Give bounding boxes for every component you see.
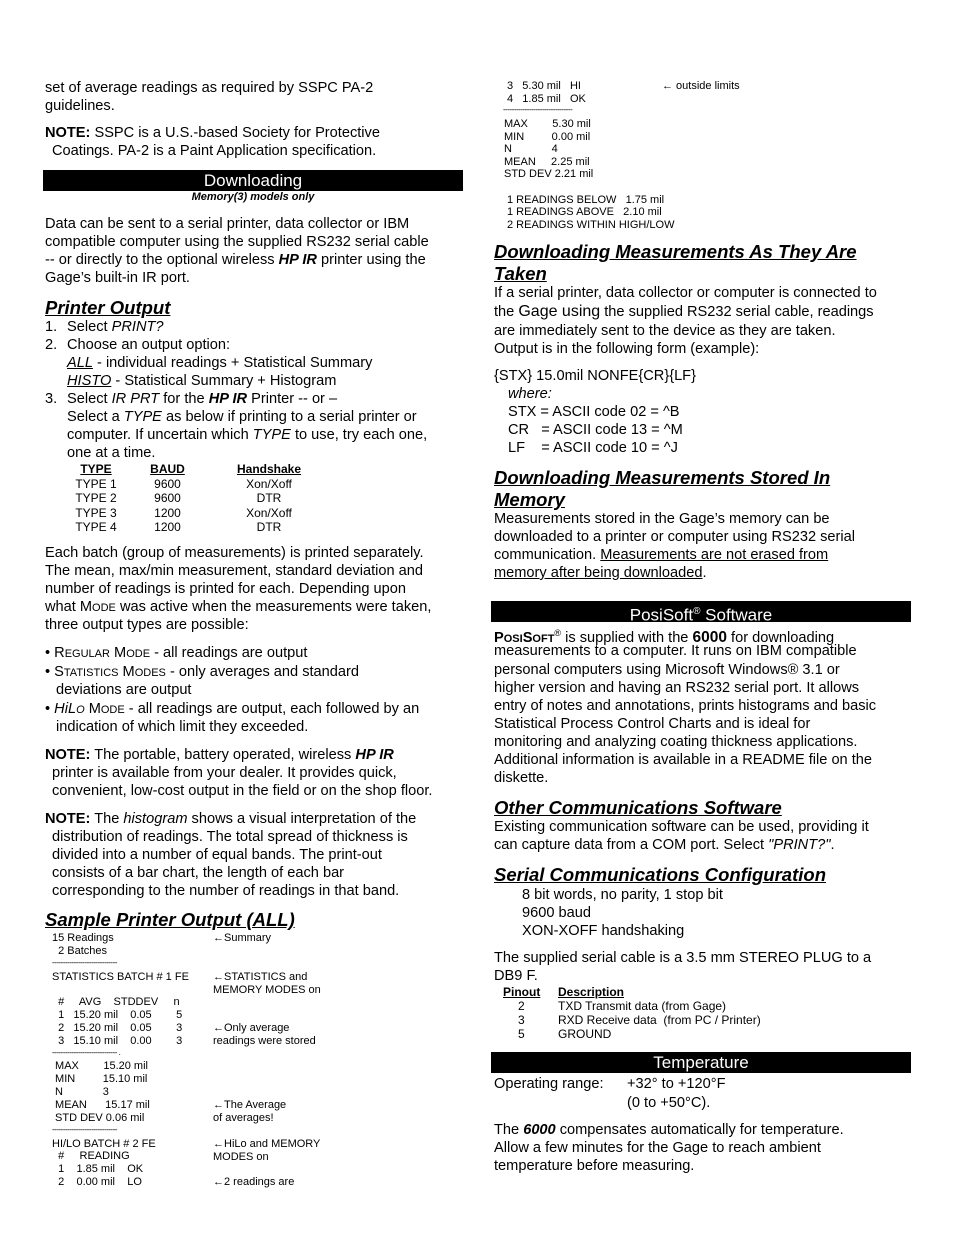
other-line-1: Existing communication software can be used, providing it [494,819,869,835]
sample-printout: 15 Readings ←Summary 2 Batches ------------------------------ STATISTICS BATCH # 1 FE ←STATISTICS and MEMORY MODES on # AVG STDDEV n 1 15.20 mil 0.05 5 2 15.20 mil 0.05 3 ←Only average 3 15.10 mil 0.00 3 readings were stored ------------------------------ . MAX 15.20 mil MIN 15.10 mil N 3 MEAN 15.17 mil ←The Average STD DEV 0.06 mil of averages! ------------------------------ HI/LO BATCH # 2 FE ←HiLo and MEMORY MODES on # READING 1 1.85 mil OK 2 0.00 mil LO ←2 readings are [52,932,321,1188]
temp-para-line-1: The 6000 compensates automatically for temperature. [494,1122,844,1138]
as-taken-line-4: Output is in the following form (example): [494,341,760,357]
note-hp-ir-line-3: convenient, low-cost output in the field or on the shop floor. [52,783,433,799]
pinout-header: Pinout [503,985,541,999]
printer-output-heading: Printer Output [45,297,171,318]
stx-format: {STX} 15.0mil NONFE{CR}{LF} [494,368,696,384]
option-all: ALL - individual readings + Statistical Summary [67,355,373,371]
note-histogram-line-3: divided into a number of equal bands. The print-out [52,847,382,863]
sample-printer-output-heading: Sample Printer Output (ALL) [45,909,295,930]
operating-range-f: +32° to +120°F [627,1076,726,1092]
note-sspc-line-2: Coatings. PA-2 is a Paint Application specification. [52,143,377,159]
downloading-stored-heading: Downloading Measurements Stored In [494,467,831,488]
serial-config-line-2: 9600 baud [522,905,591,921]
downloading-section-bar: Downloading [43,170,463,191]
note-histogram-line-4: consists of a bar chart, the length of each bar [52,865,345,881]
note-histogram: NOTE: The histogram shows a visual interpretation of the [45,811,417,827]
table-row: TYPE 4 1200 DTR [75,520,282,534]
step-3-text: Select IR PRT for the HP IR Printer -- or – [67,391,338,407]
step-3-num: 3. [45,391,58,407]
download-para-line-1: Data can be sent to a serial printer, data collector or IBM [45,216,410,232]
stored-line-2: downloaded to a printer or computer using RS232 serial [494,529,855,545]
downloading-as-taken-heading-line-2: Taken [494,263,547,284]
intro-line-1: set of average readings as required by SSPC PA-2 [45,80,374,96]
option-histo: HISTO - Statistical Summary + Histogram [67,373,337,389]
note-hp-ir-line-2: printer is available from your dealer. It provides quick, [52,765,397,781]
col-type-header: TYPE [80,462,112,476]
table-row: TYPE 2 9600 DTR [75,491,282,505]
col-handshake-header: Handshake [236,462,302,476]
note-histogram-line-5: corresponding to the number of readings in that band. [52,883,400,899]
operating-range-c: (0 to +50°C). [627,1095,711,1111]
posisoft-line-4: higher version and having an RS232 serial port. It allows [494,680,860,696]
stx-code: STX = ASCII code 02 = ^B [508,404,680,420]
batch-para-line-5: three output types are possible: [45,617,249,633]
bullet-statistics-modes: • STATISTICS MODES - only averages and standard [45,664,359,680]
pin-5-desc: GROUND [558,1027,612,1041]
bullet-hilo-line-2: indication of which limit they exceeded. [56,719,309,735]
bullet-hilo-mode: • HiLO MODE - all readings are output, each followed by an [45,701,420,717]
stored-line-3: communication. Measurements are not erased from [494,547,829,563]
batch-para-line-4: what MODE was active when the measurements were taken, [45,599,432,615]
other-line-2: can capture data from a COM port. Select "PRINT?". [494,837,835,853]
note-sspc: NOTE: SSPC is a U.S.-based Society for Protective [45,125,380,141]
step-3-line-2: Select a TYPE as below if printing to a serial printer or [67,409,417,425]
pin-3-desc: RXD Receive data (from PC / Printer) [558,1013,761,1027]
downloading-stored-heading-line-2: Memory [494,489,565,510]
table-row: TYPE 3 1200 Xon/Xoff [75,505,292,520]
pin-5: 5 [518,1027,525,1041]
posisoft-line-7: monitoring and analyzing coating thickness applications. [494,734,858,750]
posisoft-section-bar: PosiSoft® Software [491,601,911,622]
download-para-line-2: compatible computer using the supplied RS232 serial cable [45,234,429,250]
note-histogram-line-2: distribution of readings. The total spread of thickness is [52,829,408,845]
other-software-heading: Other Communications Software [494,797,782,818]
note-hp-ir: NOTE: The portable, battery operated, wireless HP IR [45,747,394,763]
step-1: 1. [45,319,58,335]
pin-3: 3 [518,1013,525,1027]
step-2-text: Choose an output option: [67,337,231,353]
temperature-section-bar: Temperature [491,1052,911,1073]
intro-line-2: guidelines. [45,98,115,114]
batch-para-line-1: Each batch (group of measurements) is printed separately. [45,545,424,561]
batch-para-line-2: The mean, max/min measurement, standard deviation and [45,563,424,579]
cr-code: CR = ASCII code 13 = ^M [508,422,683,438]
posisoft-line-3: personal computers using Microsoft Windows® 3.1 or [494,662,840,678]
bullet-statistics-line-2: deviations are output [56,682,192,698]
posisoft-line-6: Statistical Process Control Charts and is ideal for [494,716,811,732]
posisoft-line-9: diskette. [494,770,549,786]
posisoft-line-1: POSISOFT® is supplied with the 6000 for downloading [494,628,835,646]
pin-2: 2 [518,999,525,1013]
pin-2-desc: TXD Transmit data (from Gage) [558,999,727,1013]
step-3-line-4: one at a time. [67,445,156,461]
table-header-row [70,462,325,477]
posisoft-line-8: Additional information is available in a README file on the [494,752,873,768]
as-taken-line-3: are immediately sent to the device as they are taken. [494,323,836,339]
step-3-line-3: computer. If uncertain which TYPE to use, try each one, [67,427,428,443]
table-row: TYPE 1 9600 Xon/Xoff [75,476,292,491]
stored-line-4: memory after being downloaded. [494,565,707,581]
operating-range-label: Operating range: [494,1076,604,1092]
stx-where: where: [508,386,552,402]
downloading-as-taken-heading: Downloading Measurements As They Are [494,241,857,262]
cable-line-2: DB9 F. [494,968,538,984]
serial-config-heading: Serial Communications Configuration [494,864,826,885]
batch-para-line-3: number of readings is printed for each. Depending upon [45,581,407,597]
bullet-regular-mode: • REGULAR MODE - all readings are output [45,645,308,661]
posisoft-line-2: measurements to a computer. It runs on IBM compatible [494,643,857,659]
download-para-line-4: Gage’s built-in IR port. [45,270,190,286]
as-taken-line-2: the Gage using the supplied RS232 serial cable, readings [494,303,874,320]
temp-para-line-2: Allow a few minutes for the Gage to reach ambient [494,1140,821,1156]
step-1-text: Select PRINT? [67,319,164,335]
cable-line-1: The supplied serial cable is a 3.5 mm STEREO PLUG to a [494,950,872,966]
lf-code: LF = ASCII code 10 = ^J [508,440,678,456]
posisoft-line-5: entry of notes and annotations, prints histograms and basic [494,698,877,714]
printer-type-table [70,462,325,535]
step-2-num: 2. [45,337,58,353]
col-baud-header: BAUD [150,462,185,476]
download-para-line-3: -- or directly to the optional wireless HP IR printer using the [45,252,426,268]
temp-para-line-3: temperature before measuring. [494,1158,695,1174]
serial-config-line-1: 8 bit words, no parity, 1 stop bit [522,887,723,903]
stored-line-1: Measurements stored in the Gage’s memory can be [494,511,830,527]
as-taken-line-1: If a serial printer, data collector or computer is connected to [494,285,877,301]
downloading-subtitle: Memory(3) models only [191,191,315,203]
serial-config-line-3: XON-XOFF handshaking [522,923,685,939]
description-header: Description [558,985,625,999]
